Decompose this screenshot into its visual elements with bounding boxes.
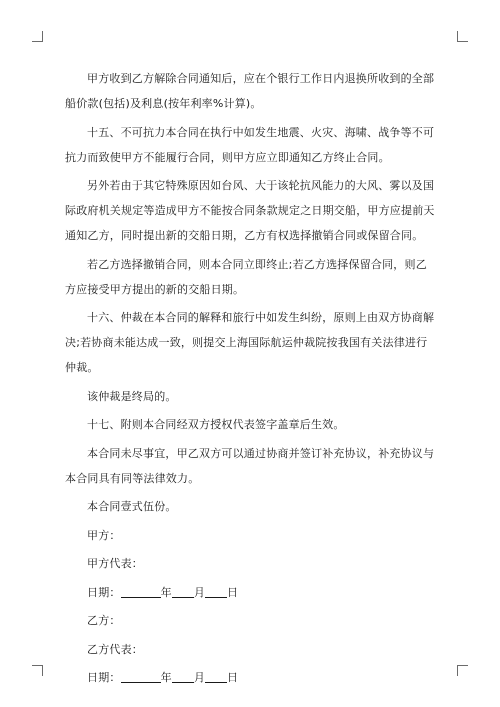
day-blank (205, 585, 227, 598)
party-b-rep-line (65, 637, 437, 662)
party-b-line (65, 608, 437, 633)
paragraph-special-causes: 另外若由于其它特殊原因如台风、大于该轮抗风能力的大风、雾以及国际政府机关规定等造成甲方不能按合同条款规定之日期交船，甲方应提前天通知乙方，同时提出新的交船日期，乙方有权选择撤销合同或保留合同。 (65, 179, 435, 242)
paragraph-cancel-or-keep: 若乙方选择撤销合同，则本合同立即终止;若乙方选择保留合同，则乙方应接受甲方提出的新的交船日期。 (65, 257, 427, 296)
paragraph-clause-17: 十七、附则本合同经双方授权代表签字盖章后生效。 (87, 418, 345, 431)
year-blank (121, 670, 161, 683)
year-blank (121, 585, 161, 598)
day-unit: 日 (227, 671, 239, 684)
crop-mark-bottom-left (32, 665, 43, 676)
party-b-rep-label: 乙方代表： (87, 642, 143, 656)
date-label: 日期： (87, 585, 121, 599)
month-unit: 月 (193, 671, 206, 684)
paragraph-copies: 本合同壹式伍份。 (87, 500, 177, 513)
crop-mark-bottom-right (457, 665, 468, 676)
party-a-date-line (65, 580, 437, 605)
day-unit: 日 (227, 585, 239, 599)
document-body (65, 66, 437, 694)
party-b-date-line (65, 665, 437, 690)
party-a-rep-line (65, 551, 437, 576)
day-blank (205, 670, 227, 683)
party-b-label: 乙方： (87, 614, 121, 627)
date-label: 日期： (87, 671, 121, 684)
paragraph-supplementary: 本合同未尽事宜，甲乙双方可以通过协商并签订补充协议，补充协议与本合同具有同等法律效力。 (65, 446, 435, 485)
party-a-label: 甲方： (87, 528, 121, 542)
paragraph-arbitration-final: 该仲裁是终局的。 (87, 389, 177, 403)
crop-mark-top-right (457, 31, 468, 42)
paragraph-clause-16: 十六、仲裁在本合同的解释和旅行中如发生纠纷，原则上由双方协商解决;若协商未能达成一致，则提交上海国际航运仲裁院按我国有关法律进行仲裁。 (65, 311, 435, 374)
crop-mark-top-left (32, 31, 43, 42)
paragraph-clause-15: 十五、不可抗力本合同在执行中如发生地震、火灾、海啸、战争等不可抗力而致使甲方不能履行合同，则甲方应立即通知乙方终止合同。 (65, 125, 435, 164)
month-blank (172, 670, 194, 683)
paragraph-refund: 甲方收到乙方解除合同通知后，应在个银行工作日内退换所收到的全部船价款(包括)及利息(按年利率%计算)。 (65, 72, 435, 110)
year-unit: 年 (160, 671, 172, 684)
year-unit: 年 (160, 585, 172, 599)
party-a-rep-label: 甲方代表： (87, 557, 143, 570)
month-unit: 月 (193, 585, 206, 599)
month-blank (172, 585, 194, 598)
party-a-line (65, 523, 437, 548)
